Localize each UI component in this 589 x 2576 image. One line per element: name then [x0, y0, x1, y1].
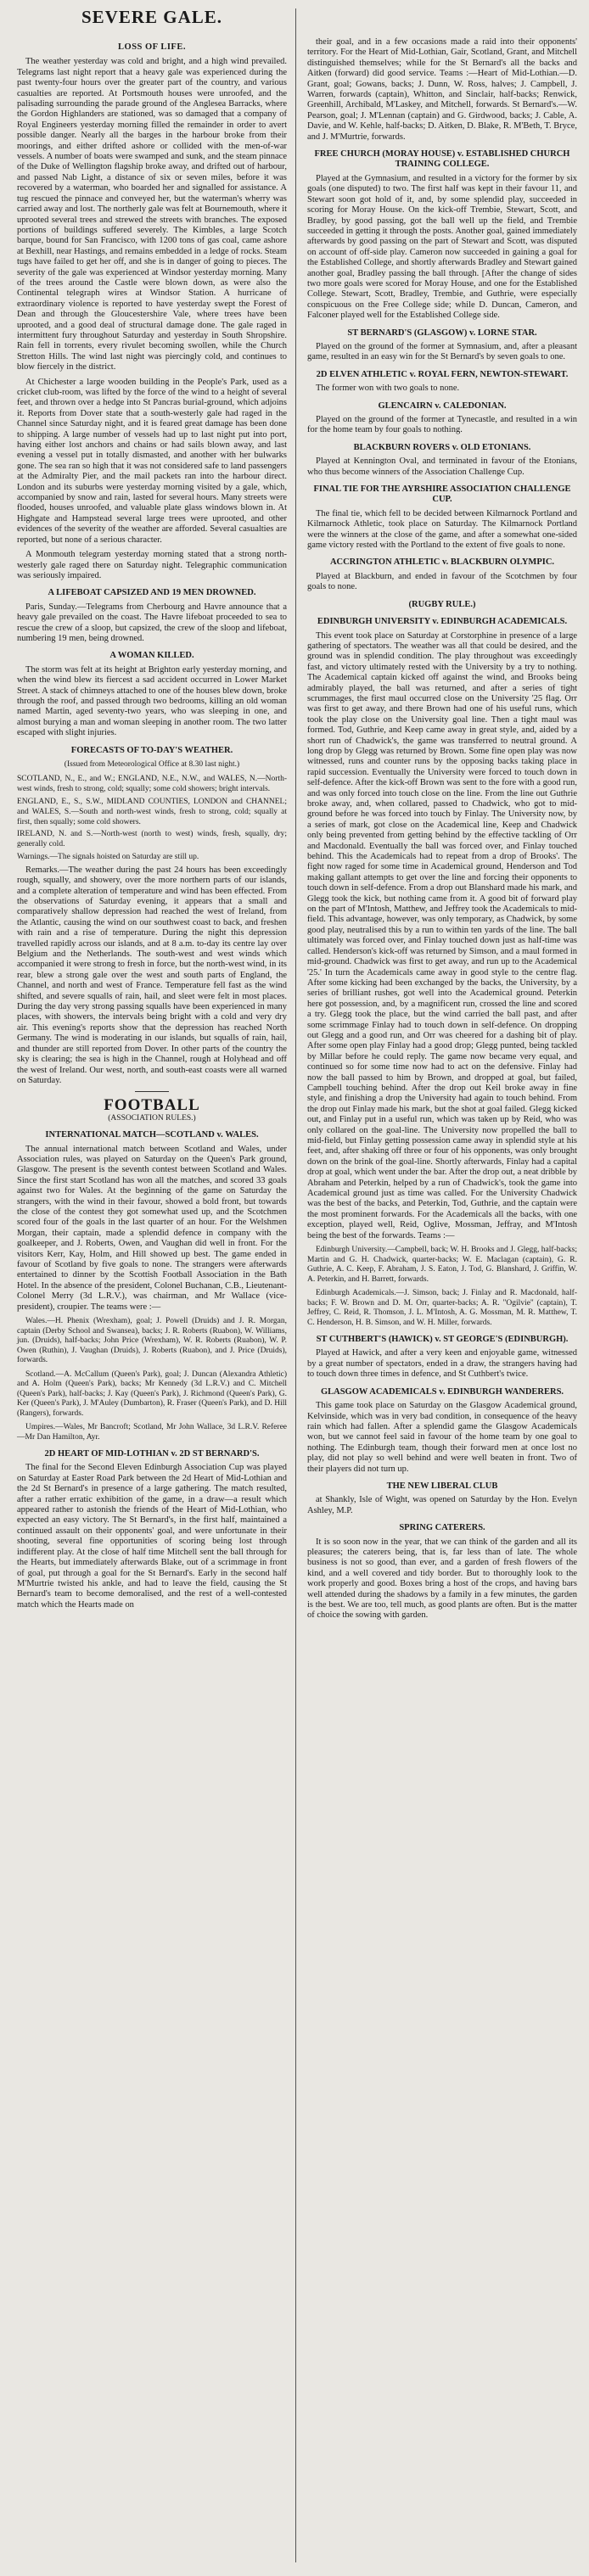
forecast-item: Warnings.—The signals hoisted on Saturday are still up. — [17, 852, 199, 861]
football-note: (ASSOCIATION RULES.) — [108, 1113, 196, 1123]
article-paragraph: at Shankly, Isle of Wight, was opened on Saturday by the Hon. Evelyn Ashley, M.P. — [307, 1495, 577, 1515]
article-paragraph: It is so soon now in the year, that we can think of the garden and all its pleasures; the caterers being, that is, far less than of late. The whole business is not so good, than ever, and a garden of fresh flowers of the kind, and a well covered and tidy border. But to thoroughly look to the work properly and good. Boxes bring a host of the crops, and having bars well attended during the shadows by a family in a few minutes, the garden is the best. We are too, tell much, as good plants are often. But is the matter of choice the sowing with garden. — [307, 1537, 577, 1621]
subhead-international: INTERNATIONAL MATCH—SCOTLAND v. WALES. — [45, 1130, 259, 1140]
team-university: Edinburgh University.—Campbell, back; W. H. Brooks and J. Glegg, half-backs; Martin and G. H. Chadwick, quarter-backs; W. E. Maclagan (captain), G. R. Guthrie, A. C. Keep, F. Abraham, J. S. Eaton, J. Tod, G. Blanshard, J. Griffin, W. A. Peterkin, and H. Barrett, forwards. — [307, 1246, 577, 1284]
article-paragraph: This event took place on Saturday at Corstorphine in presence of a large gathering of spectators. The weather was all that could be desired, and the ground was in splendid condition. The play throughout was exceedingly fast, and victory ultimately rested with the University by a try to nothing. The Academical captain kicked off against the wind, and Brooks being admirably played, the ball was returned, and after a series of tight scrummages, the first maul occurred close on the University '25 flag. Orr was first to get away, and there Brown had one of his useful runs, which took the play close on the University goal line. Then a tight maul was formed. Tod, Guthrie, and Keep came away in great style, and, aided by a short run of Chadwick's, the game was transferred to neutral ground. A long drop by Glegg was returned by Brown. Some fine open play was now witnessed, runs and counter runs by the opposing backs taking place in rapid succession. Eventually the University were forced to touch down in self-defence. After the kick-off Brown was sent to the fore with a good run, and was only forced into touch close on the line. From the line out Guthrie broke away, and, when collared, passed to Chadwick, who got to mid-ground before he was forced into touch by Finlay. The University now, by a series of mark, got close on the Academical line, Keep and Chadwick only being prevented from getting behind by the effective tackling of Orr and Macdonald. Eventually the ball was forced over, and Finlay touched behind. This the Academicals had to repeat from a drop of Brooks'. The fight now raged for some time in Academical ground, Henderson and Tod making gallant attempts to get over the line and forcing their opponents to touch down in self-defence. From a drop out Blanshard made his mark, and Glegg took the kick, but nothing came from it. A good bit of forward play on the part of M'Intosh, Matthew, and Jeffrey took the Academicals to mid-field. This advantage, however, was only temporary, as Chadwick, by some good play, neutralised this by a run to within ten yards of the line. The ball ultimately was forced over, and Finlay touched down just as half-time was called. Henderson's kick-off was returned by Simson, and a maul formed in mid-ground. Chadwick was first to get away, and run up to the Academical '25.' In turn the Academicals came away in good style to the centre flag. After some kicking had been exchanged by the backs, the University, by a series of brilliant rushes, got well into the Academical ground. Peterkin here got possession, and, by a magnificent run, crossed the line and scored a try. Glegg took the place, but the wind carried the ball past, and after some scrimmage Finlay had to touch down in self-defence. On dropping out Glegg and a good run, and Orr was cheered for a dashing bit of play. After some open play Finlay had a good drop; Glegg punted, being tackled by Millar before he could reply. The game now became very equal, and continued so for some time now had to act on the defensive. Finlay had now the ball passed to him by Brown, and dropped at goal, but failed, Campbell touching behind. After the drop out Keil broke away in fine style, and finishing a drop the University had again to touch behind. From the drop out Finlay made his mark, but the shot at goal failed. Glegg kicked out, and Finlay put in a useful run, which was taken up by Reid, who was only collared on the goal-line. The University now propelled the ball to mid-field, but Finlay getting possession came away in splendid style at his feet, and, after shaking off three or four of his opponents, was only brought down on the brink of the goal-line. Shortly afterwards, Finlay had a capital drop at goal, which went under the bar. After the drop out, a neat dribble by Abraham and Peterkin, helped by a run of Chadwick's, took the game into Academical ground just as time was called. For the University Chadwick was the best of the backs, and Peterkin, Tod, Guthrie, and the captain were the most prominent forwards. For the Academicals all the backs, with one exception, played well, Reid, Oglive, Mossman, Jeffray, and M'Intosh being the best of the forwards. Teams :— — [307, 630, 577, 1240]
subhead-rugby: (RUGBY RULE.) — [408, 599, 476, 609]
right-column — [307, 37, 577, 1626]
forecast-item: IRELAND, N. and S.—North-west (north to west) winds, fresh, squally, dry; generally cold. — [17, 830, 287, 849]
article-paragraph: Played at Blackburn, and ended in favour of the Scotchmen by four goals to none. — [307, 571, 577, 592]
subhead-woman: A WOMAN KILLED. — [109, 651, 194, 661]
subhead-new-club: THE NEW LIBERAL CLUB — [386, 1481, 498, 1491]
subhead-forecast: FORECASTS OF TO-DAY'S WEATHER. — [70, 745, 233, 755]
subhead-final-tie: FINAL TIE FOR THE AYRSHIRE ASSOCIATION CHALLENGE CUP. — [313, 484, 571, 505]
section-football: FOOTBALL — [104, 1096, 200, 1115]
article-paragraph: The final for the Second Eleven Edinburgh Association Cup was played on Saturday at Easter Road Park between the 2d Heart of Mid-Lothian and the 2d St Bernard's in presence of a large gathering. The match resulted, after a rather erratic exhibition of the game, in a draw—a result which appeared rather to astonish the friends of the Heart of Mid-Lothian, who expected an easy victory. The St Bernard's, in the first half, maintained a continued assault on their opponents' goal, and were unfortunate in their shooting, several fine opportunities of scoring being lost through indifferent play. At the close of half time Mitchell sent the ball through for the Hearts, but immediately afterwards Blake, out of a scrimmage in front of goal, put through a goal for the St Bernard's. Early in the second half M'Murtrie twisted his ankle, and had to leave the field, causing the St Bernard's team to become demoralised, and the rest of a well-contested match which the Hearts made on — [17, 1463, 287, 1610]
subhead-st-bernards: ST BERNARD'S (GLASGOW) v. LORNE STAR. — [347, 328, 537, 338]
article-paragraph: their goal, and in a few occasions made a raid into their opponents' territory. For the Heart of Mid-Lothian, Gair, Scotland, Grant, and Mitchell distinguished themselves; while for the St Bernard's all the backs and Aitken (forward) did good service. Teams :—Heart of Mid-Lothian.—D. Grant, goal; Gowans, backs; J. Dunn, W. Ross, halves; J. Campbell, J. Warren, forwards (captain), Whitton, and Sinclair, half-backs; Renwick, Greenhill, Archibald, M'Laskey, and Mitchell, forwards. St Bernard's.—W. Pearson, goal; J. M'Lennan (captain) and G. Girdwood, backs; J. Cable, A. Davie, and W. Kehle, half-backs; D. Aitken, D. Blake, R. M'Beth, T. Bryce, and J. M'Murtrie, forwards. — [307, 37, 577, 142]
subhead-free-church: FREE CHURCH (MORAY HOUSE) v. ESTABLISHED CHURCH TRAINING COLLEGE. — [314, 149, 570, 170]
subhead-fern: 2D ELVEN ATHLETIC v. ROYAL FERN, NEWTON-STEWART. — [316, 369, 569, 379]
forecast-note: (Issued from Meteorological Office at 8.30 last night.) — [64, 760, 240, 769]
subhead-loss: LOSS OF LIFE. — [118, 42, 186, 52]
subhead-spring: SPRING CATERERS. — [399, 1523, 485, 1533]
article-paragraph: Played at the Gymnasium, and resulted in a victory for the former by six goals (one disputed) to two. The first half was kept in their favour 11, and Stewart soon got hold of it, and, by some splendid play, succeeded in scoring for Moray House. On the kick-off Trembie, Stewart, Scott, and Bradley, by good passing, got the ball well up the field, and Trembie succeeded in getting it through the posts. Another goal, gained immediately afterwards by good passing on the part of Stewart and Scott, was disputed on account of off-side play. Cameron now succeeded in gaining a goal for the Established College, and shortly afterwards Bradley and Stewart gained another goal, Bradley passing the ball through. [After the change of sides two more goals were scored for Moray House, and one for the Established College. Stewart, Scott, Bradley, Trembie, and Guthrie, were especially conspicuous on the Free College side; while D. Duncan, Cameron, and Falconer played well for the Established College side. — [307, 173, 577, 321]
subhead-st-cuthberts: ST CUTHBERT'S (HAWICK) v. ST GEORGE'S (EDINBURGH). — [316, 1335, 569, 1345]
article-paragraph: A Monmouth telegram yesterday morning stated that a strong north-westerly gale raged there on Saturday night. Telegraphic communication was seriously impaired. — [17, 550, 287, 580]
forecast-item: SCOTLAND, N., E., and W.; ENGLAND, N.E., N.W., and WALES, N.—North-west winds, fresh to strong, cold; squally; some cold showers; bright intervals. — [17, 775, 287, 794]
subhead-hearts: 2D HEART OF MID-LOTHIAN v. 2D ST BERNARD'S. — [44, 1449, 260, 1459]
team-academicals: Edinburgh Academicals.—J. Simson, back; J. Finlay and R. Macdonald, half-backs; F. W. Brown and D. M. Orr, quarter-backs; A. R. "Ogilvie" (captain), T. Jeffrey, C. Reid, R. Thomson, J. L. M'Intosh, A. G. Mossman, M. R. Matthew, T. C. Henderson, H. B. Simson, and W. H. Miller, forwards. — [307, 1289, 577, 1327]
umpires: Umpires.—Wales, Mr Bancroft; Scotland, Mr John Wallace, 3d L.R.V. Referee—Mr Dan Hamilton, Ayr. — [17, 1423, 287, 1442]
article-paragraph: At Chichester a large wooden building in the People's Park, used as a cricket club-room, was lifted by the force of the wind to a height of several feet, and thrown over a hedge into St Pancras burial-ground, which adjoins it. Reports from Dover state that a south-westerly gale had raged in the Channel since Saturday night, and it is feared great damage has been done to shipping. A large number of vessels had up to last night put into port, having either lost anchors and chains or had sails blown away, and last evening a vessel put in totally dismasted, and another with her bulwarks gone. The sea ran so high that it was not considered safe to land passengers at the Admiralty Pier, and the mail packets ran into the harbour direct. London and its suburbs were yesterday morning visited by a gale, which, accompanied by snow and rain, lasted for several hours. Many streets were flooded, houses unroofed, and valuable plate glass windows blown in. At Highgate and Hampstead several large trees were uprooted, and other evidences of the severity of the weather are afforded. Several casualties are reported, but none of a serious character. — [17, 377, 287, 545]
column-divider — [295, 8, 296, 2562]
divider — [135, 1091, 169, 1092]
article-paragraph: Played on the ground of the former at Tynecastle, and resulted in a win for the home team by four goals to nothing. — [307, 415, 577, 435]
article-paragraph: The final tie, which fell to be decided between Kilmarnock Portland and Kilmarnock Athletic, took place on Saturday. The Kilmarnock Portland were the winners at the close of the game, and after a somewhat one-sided game victory rested with the Portland to the extent of five goals to none. — [307, 508, 577, 551]
article-paragraph: The storm was felt at its height at Brighton early yesterday morning, and when the wind blew its fiercest a sad accident occurred in Lower Market Street. A stack of chimneys attached to one of the houses blew down, broke through the roof, and passed through two bedrooms, killing an old woman named Martin, aged seventy-two years, who was sleeping in one, and almost burying a man and woman sleeping in another room. The two latter escaped with slight injuries. — [17, 664, 287, 738]
article-paragraph: This game took place on Saturday on the Glasgow Academical ground, Kelvinside, which was in very bad condition, in consequence of the heavy rain which had fallen. After a splendid game the Glasgow Academicals won, but we cannot feel said in favour of the home team by one goal to nothing. The Edinburgh team, though their forward men at once lost no play, did not play so well behind and were well beaten in front. Two of their players did not turn up. — [307, 1401, 577, 1474]
forecast-remarks: Remarks.—The weather during the past 24 hours has been exceedingly rough, squally, and showery, over the more northern parts of our islands, and a complete alteration of temperature and wind has been effected. From the observations of Saturday evening, it appears that a small and comparatively shallow depression had reached the west of Ireland, from the Atlantic, causing the wind on our southwest coast to back, and freshen with rain and a rise of temperature. During the night this depression travelled rapidly across our islands, and at 8 a.m. to-day its centre lay over Belgium and the Netherlands. The south-west and west winds which accompanied it were strong to fresh in force, but the north-west wind, in its rear, blew a strong gale over the west and south parts of England, the Channel, and north and west of France. Temperature fell fast as the wind shifted, and severe squalls of rain, hail, and sleet were felt in most places. During the day very strong passing squalls have been experienced in many places, with showers, the intervals being bright with a cold and very dry air. This evening's reports show that the depression has reached North Germany. The wind is moderating in our islands, but squalls of rain, hail, and thunder are still reported from Dover. In other parts of the country the sky is clearing; the sea is high in the Channel, rough at Holyhead and off the west of Ireland. Our west, north, and south-east coasts were all warned on Saturday. — [17, 865, 287, 1085]
article-paragraph: Paris, Sunday.—Telegrams from Cherbourg and Havre announce that a heavy gale prevailed on the coast. The Havre lifeboat proceeded to sea to rescue the crew of a sloop, but capsized, the crew of the sloop and lifeboat, numbering 19 men, being drowned. — [17, 602, 287, 643]
article-paragraph: The annual international match between Scotland and Wales, under Association rules, was played on Saturday on the Queen's Park ground, Glasgow. The present is the seventh contest between Scotland and Wales. Since the first start Scotland has won all the matches, and scored 33 goals against two for Wales. At the beginning of the game on Saturday the strangers, with the wind in their favour, showed a bold front, but towards the close of the contest they got somewhat used up, and the Scotchmen scored four of the goals in the last quarter of an hour. For the Welshmen Morgan, their captain, made a splendid defence in company with the goalkeeper, and J. Roberts, Owen, and Vaughan did well in front. For the visitors Kerr, Kay, Holm, and Hill showed up best. The game ended in favour of Scotland by five goals to none. The strangers were afterwards entertained to dinner by the Scottish Football Association in the Bath Hotel. In the absence of the president, Colonel Buchanan, C.B., Lieutenant-Colonel Merry (3d L.R.V.), was chairman, and Mr Wallace (vice-president), croupier. The teams were :— — [17, 1144, 287, 1312]
forecast-list — [17, 775, 287, 862]
subhead-university: EDINBURGH UNIVERSITY v. EDINBURGH ACADEMICALS. — [317, 617, 568, 627]
article-paragraph: The former won with two goals to none. — [316, 384, 460, 394]
article-paragraph: Played on the ground of the former at Symnasium, and, after a pleasant game, resulted in an easy win for the St Bernard's by seven goals to one. — [307, 341, 577, 362]
team-scotland: Scotland.—A. McCallum (Queen's Park), goal; J. Duncan (Alexandra Athletic) and A. Holm (Queen's Park), backs; Mr Kennedy (3d L.R.V.) and C. Mitchell (Queen's Park), half-backs; J. Kay (Queen's Park), J. Richmond (Queen's Park), G. Ker (Queen's Park), J. M'Auley (Dumbarton), R. Fraser (Queen's Park), and D. Hill (Rangers), forwards. — [17, 1369, 287, 1418]
article-paragraph: Played at Hawick, and after a very keen and enjoyable game, witnessed by a great number of spectators, ended in a draw, the strangers having had to touch down three times in defence, and St Cuthbert's twice. — [307, 1348, 577, 1380]
article-paragraph: Played at Kennington Oval, and terminated in favour of the Etonians, who thus become winners of the Association Challenge Cup. — [307, 456, 577, 477]
left-column — [17, 37, 287, 1615]
subhead-blackburn: BLACKBURN ROVERS v. OLD ETONIANS. — [353, 442, 531, 452]
newspaper-page — [12, 0, 577, 2576]
team-wales: Wales.—H. Phenix (Wrexham), goal; J. Powell (Druids) and J. R. Morgan, captain (Derby School and Swansea), backs; J. R. Roberts (Ruabon), W. Williams, jun. (Druids), half-backs; John Price (Wrexham), W. R. Roberts (Ruabon), W. P. Owen (Ruthin), J. Vaughan (Druids), J. Roberts (Ruabon), and J. Price (Druids), forwards. — [17, 1317, 287, 1365]
subhead-glencairn: GLENCAIRN v. CALEDONIAN. — [378, 400, 507, 411]
subhead-accrington: ACCRINGTON ATHLETIC v. BLACKBURN OLYMPIC. — [329, 557, 555, 568]
subhead-lifeboat: A LIFEBOAT CAPSIZED AND 19 MEN DROWNED. — [48, 588, 256, 598]
forecast-item: ENGLAND, E., S., S.W., MIDLAND COUNTIES, LONDON and CHANNEL; and WALES, S.—South and north-west winds, fresh to strong, cold; squally at first, then squally; some cold showers. — [17, 798, 287, 826]
headline: SEVERE GALE. — [81, 7, 223, 27]
article-paragraph: The weather yesterday was cold and bright, and a high wind prevailed. Telegrams last night report that a heavy gale was experienced during the past twenty-four hours over the greater part of the country, and various casualties are reported. At Portsmouth houses were unroofed, and the palisading surrounding the parade ground of the Anglesea Barracks, where the Gordon Highlanders are stationed, was so damaged that a company of Royal Engineers yesterday morning filled the remainder in order to avert possible danger. Nearly all the barges in the harbour broke from their moorings, and either drifted ashore or collided with the men-of-war vessels. A number of boats were swamped and sunk, and the steam pinnace of the Duke of Wellington flagship broke away, and drifted out of harbour, and passed Nab Light, a distance of six or seven miles, before it was recovered by a waterman, who boarded her and signalled for assistance. A tug rescued the pinnace and conveyed her, but the waterman's wherry was carried away and lost. The northerly gale was felt at Bournemouth, where it uprooted several trees and strewed the streets with branches. The exposed portions of buildings suffered severely. The Kimbles, a large Scotch barque, bound for San Francisco, with 1200 tons of gas coal, came ashore at Bexhill, near Hastings, and remains embedded in a ledge of rocks. Steam tugs have failed to get her off, and she is in danger of going to pieces. The severity of the gale was experienced at Windsor yesterday morning. Many of the trees around the Castle were blown down, as were also the Continental telegraph wires at Windsor Station. A hurricane of extraordinary violence is reported to have yesterday swept the Forest of Dean and through the Gloucestershire Vale, where trees have been uprooted, and a good deal of structural damage done. The gale raged in intermittent fury throughout Saturday and yesterday in South Shropshire. Rain fell in torrents, every rivulet becoming swollen, while the Church Stretton Hills. The wind last night was piercingly cold, and continues to blow fiercely in the district. — [17, 57, 287, 372]
subhead-glasgow: GLASGOW ACADEMICALS v. EDINBURGH WANDERERS. — [320, 1386, 564, 1397]
